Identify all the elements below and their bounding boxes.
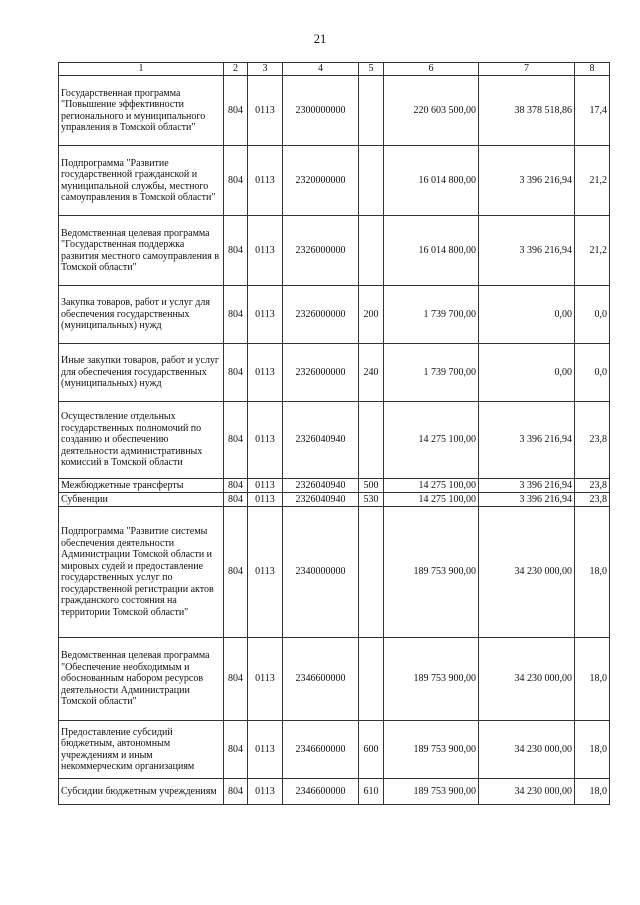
row-c2: 804 xyxy=(224,507,248,638)
row-c7: 3 396 216,94 xyxy=(479,402,575,479)
row-c5 xyxy=(359,507,384,638)
table-row xyxy=(59,638,610,721)
row-name: Субсидии бюджетным учреждениям xyxy=(59,779,224,805)
row-c5 xyxy=(359,146,384,216)
row-c3: 0113 xyxy=(248,493,283,507)
row-c7: 0,00 xyxy=(479,344,575,402)
row-c5 xyxy=(359,402,384,479)
row-c4: 2326000000 xyxy=(283,216,359,286)
table-row xyxy=(59,344,610,402)
row-c5 xyxy=(359,216,384,286)
row-c7: 3 396 216,94 xyxy=(479,146,575,216)
row-c2: 804 xyxy=(224,779,248,805)
row-c4: 2326000000 xyxy=(283,286,359,344)
row-c3: 0113 xyxy=(248,638,283,721)
row-name: Иные закупки товаров, работ и услуг для обеспечения государственных (муниципальных) нужд xyxy=(59,344,224,402)
table-row xyxy=(59,779,610,805)
row-c8: 17,4 xyxy=(575,76,610,146)
row-name: Подпрограмма "Развитие системы обеспечения деятельности Администрации Томской области и мировых судей и предоставление государственных услуг по государственной регистрации актов гражданского состояния на территории Томской области" xyxy=(59,507,224,638)
row-c3: 0113 xyxy=(248,402,283,479)
row-c4: 2346600000 xyxy=(283,779,359,805)
column-header: 4 xyxy=(283,63,359,76)
row-c5: 530 xyxy=(359,493,384,507)
row-c4: 2346600000 xyxy=(283,721,359,779)
table-row xyxy=(59,76,610,146)
row-c6: 16 014 800,00 xyxy=(384,146,479,216)
row-c7: 34 230 000,00 xyxy=(479,507,575,638)
row-c8: 18,0 xyxy=(575,638,610,721)
row-c3: 0113 xyxy=(248,146,283,216)
budget-table xyxy=(58,62,610,805)
row-c5: 200 xyxy=(359,286,384,344)
row-c7: 0,00 xyxy=(479,286,575,344)
row-c6: 14 275 100,00 xyxy=(384,402,479,479)
row-c6: 189 753 900,00 xyxy=(384,638,479,721)
row-c5 xyxy=(359,76,384,146)
column-header: 7 xyxy=(479,63,575,76)
row-c5 xyxy=(359,638,384,721)
row-c8: 18,0 xyxy=(575,779,610,805)
table-row xyxy=(59,402,610,479)
row-c2: 804 xyxy=(224,286,248,344)
row-c4: 2300000000 xyxy=(283,76,359,146)
row-name: Субвенции xyxy=(59,493,224,507)
row-c3: 0113 xyxy=(248,344,283,402)
table-row xyxy=(59,146,610,216)
row-c3: 0113 xyxy=(248,479,283,493)
row-c5: 240 xyxy=(359,344,384,402)
column-header: 1 xyxy=(59,63,224,76)
row-c2: 804 xyxy=(224,216,248,286)
row-c6: 14 275 100,00 xyxy=(384,479,479,493)
row-name: Предоставление субсидий бюджетным, автономным учреждениям и иным некоммерческим организациям xyxy=(59,721,224,779)
table-row xyxy=(59,286,610,344)
row-c6: 220 603 500,00 xyxy=(384,76,479,146)
row-c2: 804 xyxy=(224,721,248,779)
row-c4: 2326040940 xyxy=(283,479,359,493)
row-c2: 804 xyxy=(224,638,248,721)
column-header: 3 xyxy=(248,63,283,76)
row-c7: 34 230 000,00 xyxy=(479,638,575,721)
row-c6: 1 739 700,00 xyxy=(384,344,479,402)
row-c3: 0113 xyxy=(248,286,283,344)
row-c8: 21,2 xyxy=(575,146,610,216)
row-c4: 2346600000 xyxy=(283,638,359,721)
row-c8: 23,8 xyxy=(575,402,610,479)
row-name: Межбюджетные трансферты xyxy=(59,479,224,493)
row-c8: 18,0 xyxy=(575,507,610,638)
row-name: Подпрограмма "Развитие государственной гражданской и муниципальной службы, местного самоуправления в Томской области" xyxy=(59,146,224,216)
row-c4: 2320000000 xyxy=(283,146,359,216)
row-c2: 804 xyxy=(224,479,248,493)
row-c2: 804 xyxy=(224,76,248,146)
header-row xyxy=(59,63,610,76)
row-c2: 804 xyxy=(224,402,248,479)
row-c8: 18,0 xyxy=(575,721,610,779)
row-c4: 2326040940 xyxy=(283,402,359,479)
row-c6: 189 753 900,00 xyxy=(384,721,479,779)
row-c7: 3 396 216,94 xyxy=(479,479,575,493)
row-name: Закупка товаров, работ и услуг для обеспечения государственных (муниципальных) нужд xyxy=(59,286,224,344)
row-c7: 34 230 000,00 xyxy=(479,779,575,805)
row-c6: 189 753 900,00 xyxy=(384,507,479,638)
row-c7: 34 230 000,00 xyxy=(479,721,575,779)
row-c6: 189 753 900,00 xyxy=(384,779,479,805)
row-c4: 2326000000 xyxy=(283,344,359,402)
row-c3: 0113 xyxy=(248,507,283,638)
row-c3: 0113 xyxy=(248,779,283,805)
row-c4: 2326040940 xyxy=(283,493,359,507)
row-c8: 23,8 xyxy=(575,493,610,507)
table-row xyxy=(59,479,610,493)
table-row xyxy=(59,721,610,779)
page-number: 21 xyxy=(313,32,327,46)
column-header: 6 xyxy=(384,63,479,76)
row-c5: 600 xyxy=(359,721,384,779)
row-c3: 0113 xyxy=(248,721,283,779)
row-c4: 2340000000 xyxy=(283,507,359,638)
row-name: Государственная программа "Повышение эффективности регионального и муниципального управления в Томской области" xyxy=(59,76,224,146)
row-c6: 16 014 800,00 xyxy=(384,216,479,286)
row-c8: 21,2 xyxy=(575,216,610,286)
row-c7: 3 396 216,94 xyxy=(479,216,575,286)
row-name: Ведомственная целевая программа "Обеспечение необходимым и обоснованным набором ресурсов деятельности Администрации Томской области" xyxy=(59,638,224,721)
row-c8: 0,0 xyxy=(575,286,610,344)
table-row xyxy=(59,216,610,286)
column-header: 5 xyxy=(359,63,384,76)
row-c3: 0113 xyxy=(248,76,283,146)
table-row xyxy=(59,493,610,507)
row-c5: 500 xyxy=(359,479,384,493)
row-name: Осуществление отдельных государственных полномочий по созданию и обеспечению деятельности административных комиссий в Томской области xyxy=(59,402,224,479)
row-c7: 38 378 518,86 xyxy=(479,76,575,146)
row-c6: 14 275 100,00 xyxy=(384,493,479,507)
row-c5: 610 xyxy=(359,779,384,805)
row-name: Ведомственная целевая программа "Государственная поддержка развития местного самоуправления в Томской области" xyxy=(59,216,224,286)
row-c2: 804 xyxy=(224,493,248,507)
column-header: 8 xyxy=(575,63,610,76)
row-c8: 23,8 xyxy=(575,479,610,493)
column-header: 2 xyxy=(224,63,248,76)
row-c2: 804 xyxy=(224,146,248,216)
row-c8: 0,0 xyxy=(575,344,610,402)
table-row xyxy=(59,507,610,638)
row-c3: 0113 xyxy=(248,216,283,286)
row-c7: 3 396 216,94 xyxy=(479,493,575,507)
row-c6: 1 739 700,00 xyxy=(384,286,479,344)
row-c2: 804 xyxy=(224,344,248,402)
